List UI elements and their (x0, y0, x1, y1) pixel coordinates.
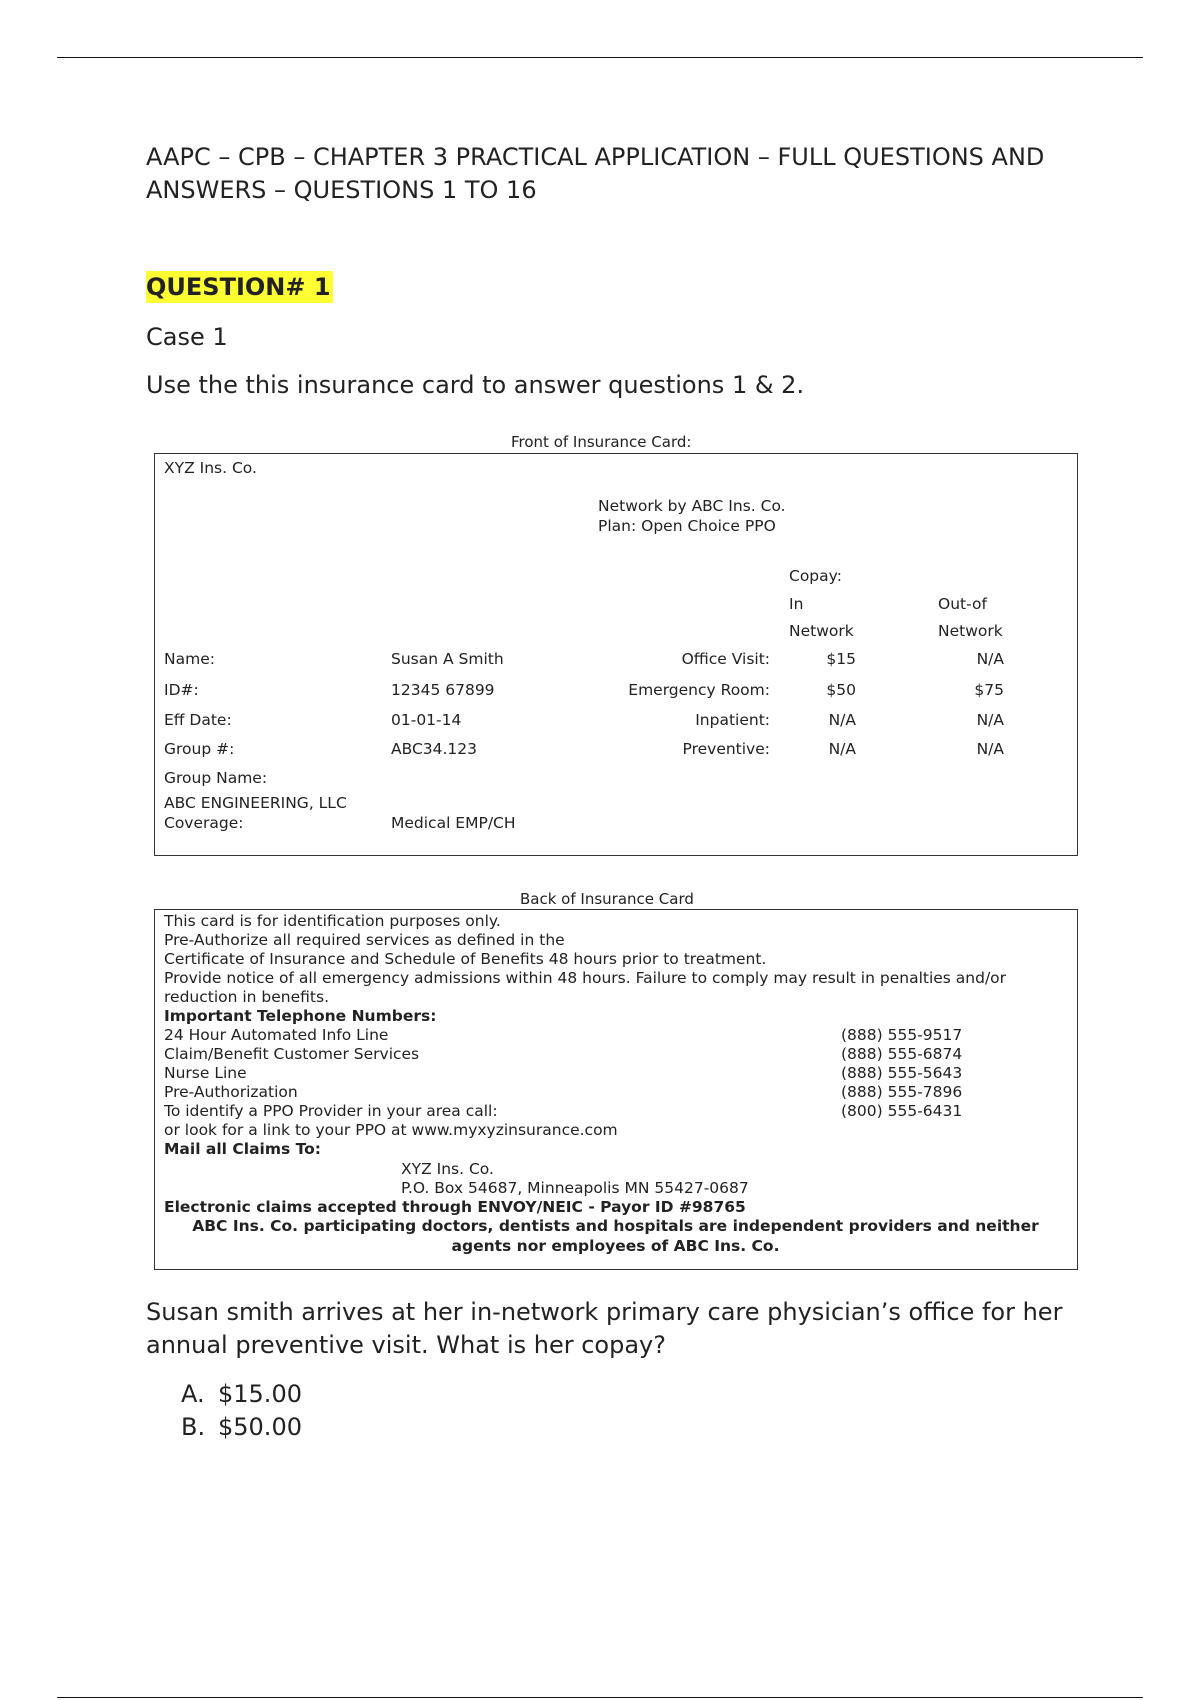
mail-address: P.O. Box 54687, Minneapolis MN 55427-0687 (401, 1179, 749, 1197)
phone-number: (800) 555-6431 (841, 1102, 963, 1120)
group-name-value: ABC ENGINEERING, LLC (164, 794, 347, 812)
service-label: Preventive: (682, 740, 770, 758)
bottom-rule (57, 1697, 1143, 1698)
member-label: Eff Date: (164, 711, 232, 729)
service-label: Inpatient: (695, 711, 770, 729)
copay-label: Copay: (789, 567, 842, 585)
card-company: XYZ Ins. Co. (164, 459, 257, 477)
back-line: This card is for identification purposes only. (164, 912, 501, 930)
case-label: Case 1 (146, 323, 228, 351)
service-in-network: $15 (826, 650, 856, 668)
document-title: AAPC – CPB – CHAPTER 3 PRACTICAL APPLICATION – FULL QUESTIONS AND ANSWERS – QUESTIONS 1 TO 16 (146, 143, 1045, 204)
phone-number: (888) 555-7896 (841, 1083, 963, 1101)
question-heading: QUESTION# 1 (146, 273, 331, 301)
phone-label: 24 Hour Automated Info Line (164, 1026, 389, 1044)
service-label: Emergency Room: (628, 681, 770, 699)
service-out-network: N/A (976, 650, 1004, 668)
card-network: Network by ABC Ins. Co. (598, 497, 786, 515)
member-value: Susan A Smith (391, 650, 504, 668)
back-insurance-card (154, 909, 1078, 1270)
member-label: Group #: (164, 740, 235, 758)
in-network-label-2: Network (789, 622, 854, 640)
service-in-network: N/A (828, 740, 856, 758)
service-in-network: N/A (828, 711, 856, 729)
phone-number: (888) 555-9517 (841, 1026, 963, 1044)
front-insurance-card (154, 453, 1078, 856)
option-letter: B. (181, 1412, 206, 1441)
coverage-value: Medical EMP/CH (391, 814, 516, 832)
option-letter: A. (181, 1380, 205, 1408)
phone-number: (888) 555-6874 (841, 1045, 963, 1063)
coverage-label: Coverage: (164, 814, 244, 832)
member-label: Name: (164, 650, 215, 668)
service-out-network: N/A (976, 711, 1004, 729)
mail-name: XYZ Ins. Co. (401, 1160, 494, 1178)
back-card-caption: Back of Insurance Card (520, 890, 694, 908)
phone-label: To identify a PPO Provider in your area call: (164, 1102, 498, 1120)
phone-label: Nurse Line (164, 1064, 247, 1082)
out-network-label-1: Out-of (938, 595, 987, 613)
out-network-label-2: Network (938, 622, 1003, 640)
service-out-network: N/A (976, 740, 1004, 758)
back-line: Certificate of Insurance and Schedule of Benefits 48 hours prior to treatment. (164, 950, 767, 968)
option-text: $15.00 (218, 1380, 302, 1408)
member-value: 01-01-14 (391, 711, 462, 729)
front-card-caption: Front of Insurance Card: (511, 433, 692, 451)
question-text: Susan smith arrives at her in-network primary care physician’s office for her annual preventive visit. What is her copay? (146, 1298, 1063, 1359)
disclaimer-line-1: ABC Ins. Co. participating doctors, dentists and hospitals are independent providers and neither (192, 1217, 1039, 1235)
answer-option-b[interactable] (181, 1411, 302, 1444)
disclaimer-line-2: agents nor employees of ABC Ins. Co. (451, 1237, 780, 1255)
member-value: ABC34.123 (391, 740, 478, 758)
service-label: Office Visit: (681, 650, 770, 668)
back-line: Pre-Authorize all required services as defined in the (164, 931, 565, 949)
group-name-label: Group Name: (164, 769, 268, 787)
phones-heading: Important Telephone Numbers: (164, 1007, 437, 1025)
card-plan: Plan: Open Choice PPO (598, 517, 776, 535)
top-rule (57, 57, 1143, 58)
answer-option-a[interactable] (181, 1378, 302, 1411)
phone-label: Claim/Benefit Customer Services (164, 1045, 420, 1063)
mail-heading: Mail all Claims To: (164, 1140, 321, 1158)
service-out-network: $75 (974, 681, 1004, 699)
back-line: reduction in benefits. (164, 988, 330, 1006)
back-line: Provide notice of all emergency admissions within 48 hours. Failure to comply may result in penalties and/or (164, 969, 1007, 987)
in-network-label-1: In (789, 595, 804, 613)
phone-number: (888) 555-5643 (841, 1064, 963, 1082)
member-value: 12345 67899 (391, 681, 495, 699)
electronic-claims: Electronic claims accepted through ENVOY/NEIC - Payor ID #98765 (164, 1198, 746, 1216)
member-label: ID#: (164, 681, 199, 699)
phone-label: Pre-Authorization (164, 1083, 298, 1101)
service-in-network: $50 (826, 681, 856, 699)
intro-text: Use the this insurance card to answer questions 1 & 2. (146, 371, 805, 399)
option-text: $50.00 (218, 1412, 302, 1441)
ppo-link-text: or look for a link to your PPO at www.myxyzinsurance.com (164, 1121, 618, 1139)
answer-options (181, 1378, 302, 1443)
